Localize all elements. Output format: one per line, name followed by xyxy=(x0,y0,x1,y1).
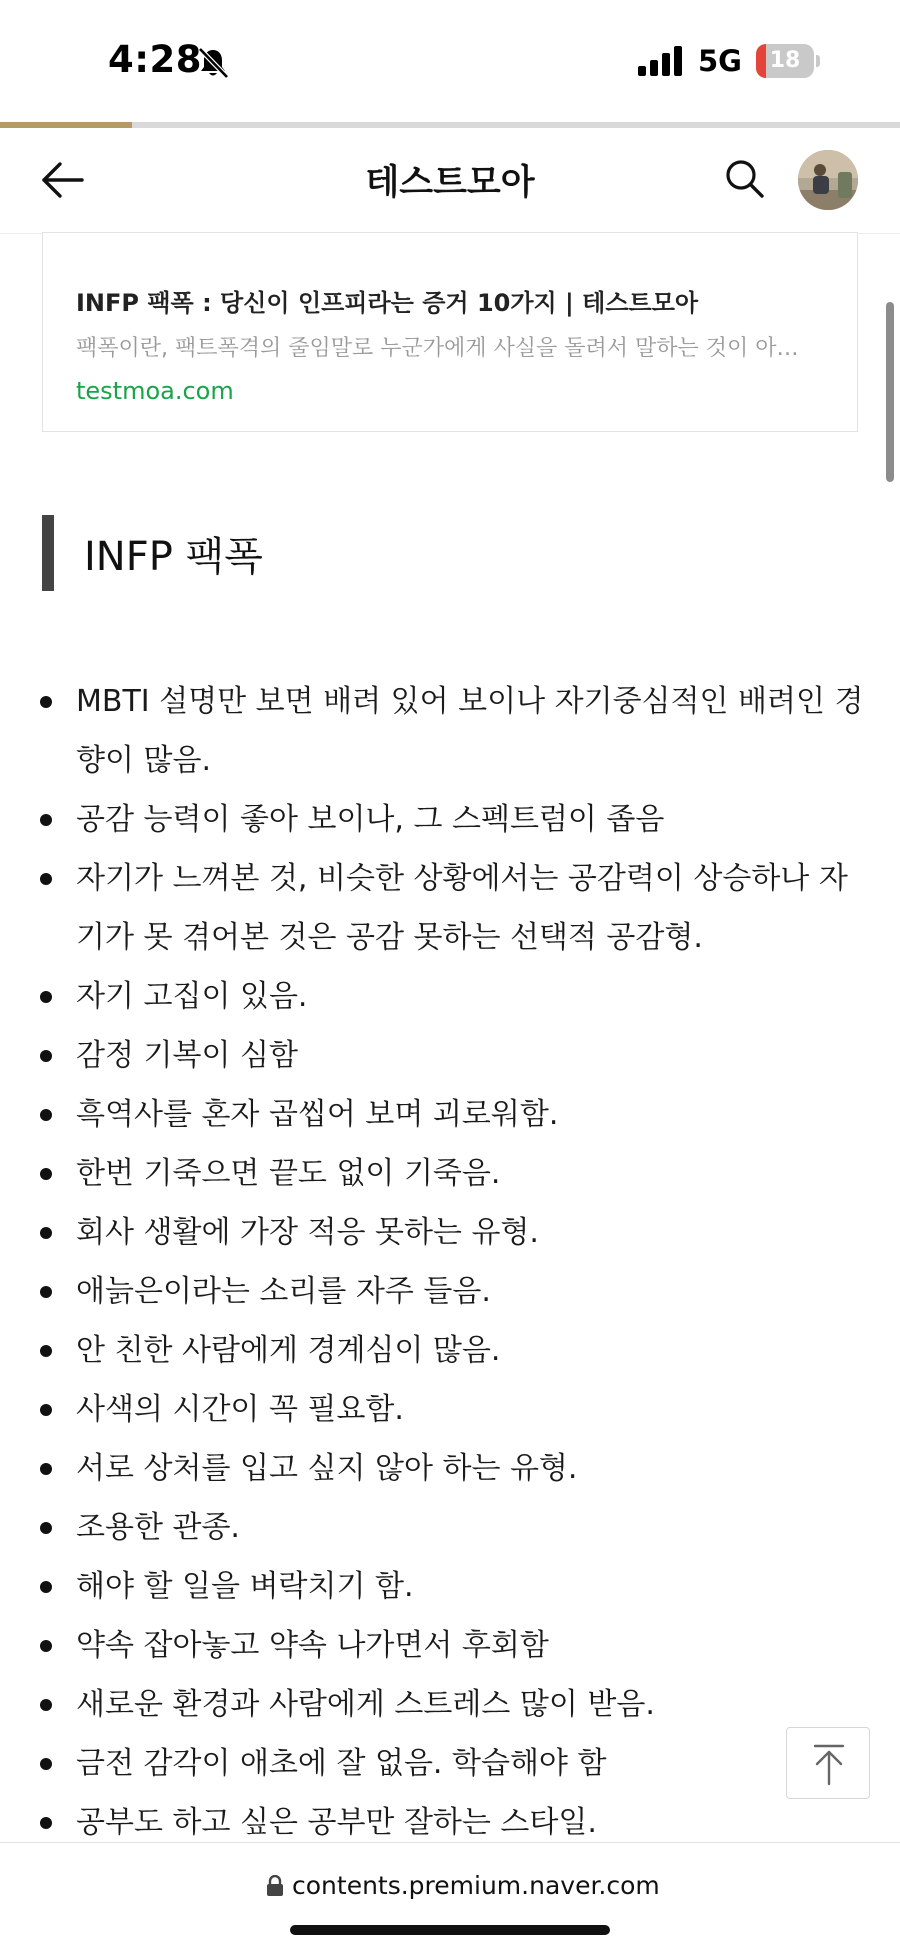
bullet-icon xyxy=(40,696,52,708)
list-item-text: 해야 할 일을 벼락치기 함. xyxy=(76,1569,414,1604)
list-item-text: 공부도 하고 싶은 공부만 잘하는 스타일. xyxy=(76,1805,597,1840)
list-item xyxy=(36,1203,866,1262)
search-icon xyxy=(720,154,770,204)
bullet-icon xyxy=(40,814,52,826)
arrow-up-to-top-icon xyxy=(787,1728,871,1800)
bullet-icon xyxy=(40,1109,52,1121)
cellular-signal-icon xyxy=(638,46,686,76)
list-item xyxy=(36,1734,866,1793)
list-item xyxy=(36,849,866,967)
bullet-icon xyxy=(40,1286,52,1298)
back-arrow-icon xyxy=(36,154,88,206)
list-item-text: 조용한 관종. xyxy=(76,1510,240,1545)
app-header xyxy=(0,128,900,234)
list-item-text: 안 친한 사람에게 경계심이 많음. xyxy=(76,1333,501,1368)
heading-accent-bar xyxy=(42,515,54,591)
status-time: 4:28 xyxy=(108,38,203,81)
bullet-icon xyxy=(40,1522,52,1534)
list-item-text: 자기가 느껴본 것, 비슷한 상황에서는 공감력이 상승하나 자기가 못 겪어본 것은 공감 못하는 선택적 공감형. xyxy=(76,861,848,955)
bullet-icon xyxy=(40,1581,52,1593)
list-item-text: 사색의 시간이 꼭 필요함. xyxy=(76,1392,404,1427)
back-button[interactable] xyxy=(36,154,88,206)
list-item xyxy=(36,1557,866,1616)
list-item-text: 약속 잡아놓고 약속 나가면서 후회함 xyxy=(76,1628,549,1663)
list-item-text: 금전 감각이 애초에 잘 없음. 학습해야 함 xyxy=(76,1746,607,1781)
list-item xyxy=(36,1262,866,1321)
list-item-text: 회사 생활에 가장 적응 못하는 유형. xyxy=(76,1215,539,1250)
bullet-icon xyxy=(40,1463,52,1475)
list-item-text: MBTI 설명만 보면 배려 있어 보이나 자기중심적인 배려인 경향이 많음. xyxy=(76,684,864,778)
bell-slash-icon xyxy=(196,46,230,80)
section-heading-text: INFP 팩폭 xyxy=(84,534,263,580)
battery-icon xyxy=(756,44,820,78)
list-item-text: 자기 고집이 있음. xyxy=(76,979,308,1014)
link-card-description: 팩폭이란, 팩트폭격의 줄임말로 누군가에게 사실을 돌려서 말하는 것이 아… xyxy=(76,336,799,361)
list-item xyxy=(36,1380,866,1439)
bullet-icon xyxy=(40,1758,52,1770)
bullet-icon xyxy=(40,1699,52,1711)
page-title: 테스트모아 xyxy=(365,163,535,203)
list-item-text: 새로운 환경과 사람에게 스트레스 많이 받음. xyxy=(76,1687,655,1722)
list-item xyxy=(36,1321,866,1380)
link-preview-card[interactable] xyxy=(42,232,858,432)
list-item-text: 애늙은이라는 소리를 자주 들음. xyxy=(76,1274,491,1309)
home-indicator xyxy=(290,1925,610,1935)
list-item-text: 한번 기죽으면 끝도 없이 기죽음. xyxy=(76,1156,501,1191)
bullet-icon xyxy=(40,991,52,1003)
list-item-text: 공감 능력이 좋아 보이나, 그 스펙트럼이 좁음 xyxy=(76,802,665,837)
list-item xyxy=(36,672,866,790)
status-bar xyxy=(0,0,900,122)
scrollbar-thumb[interactable] xyxy=(886,302,894,482)
search-button[interactable] xyxy=(720,154,770,204)
bullet-icon xyxy=(40,1404,52,1416)
scroll-to-top-button[interactable] xyxy=(786,1727,870,1799)
list-item xyxy=(36,1498,866,1557)
lock-icon xyxy=(266,1875,284,1897)
bullet-list xyxy=(36,672,866,1852)
avatar[interactable] xyxy=(798,150,858,210)
bullet-icon xyxy=(40,1227,52,1239)
link-card-title: INFP 팩폭 : 당신이 인프피라는 증거 10가지 | 테스트모아 xyxy=(76,289,699,317)
url-text[interactable]: contents.premium.naver.com xyxy=(292,1871,660,1900)
bullet-icon xyxy=(40,1168,52,1180)
list-item xyxy=(36,1026,866,1085)
section-heading xyxy=(42,515,822,591)
browser-url-bar[interactable] xyxy=(0,1842,900,1951)
list-item-text: 흑역사를 혼자 곱씹어 보며 괴로워함. xyxy=(76,1097,559,1132)
list-item-text: 감정 기복이 심함 xyxy=(76,1038,298,1073)
list-item xyxy=(36,1439,866,1498)
list-item xyxy=(36,790,866,849)
battery-level: 18 xyxy=(769,48,801,73)
bullet-icon xyxy=(40,1050,52,1062)
list-item xyxy=(36,1144,866,1203)
list-item xyxy=(36,967,866,1026)
list-item-text: 서로 상처를 입고 싶지 않아 하는 유형. xyxy=(76,1451,578,1486)
bullet-icon xyxy=(40,873,52,885)
list-item xyxy=(36,1616,866,1675)
bullet-icon xyxy=(40,1817,52,1829)
network-type: 5G xyxy=(698,44,742,78)
list-item xyxy=(36,1085,866,1144)
link-card-domain: testmoa.com xyxy=(76,377,234,405)
list-item xyxy=(36,1675,866,1734)
bullet-icon xyxy=(40,1345,52,1357)
profile-photo xyxy=(798,150,858,210)
bullet-icon xyxy=(40,1640,52,1652)
